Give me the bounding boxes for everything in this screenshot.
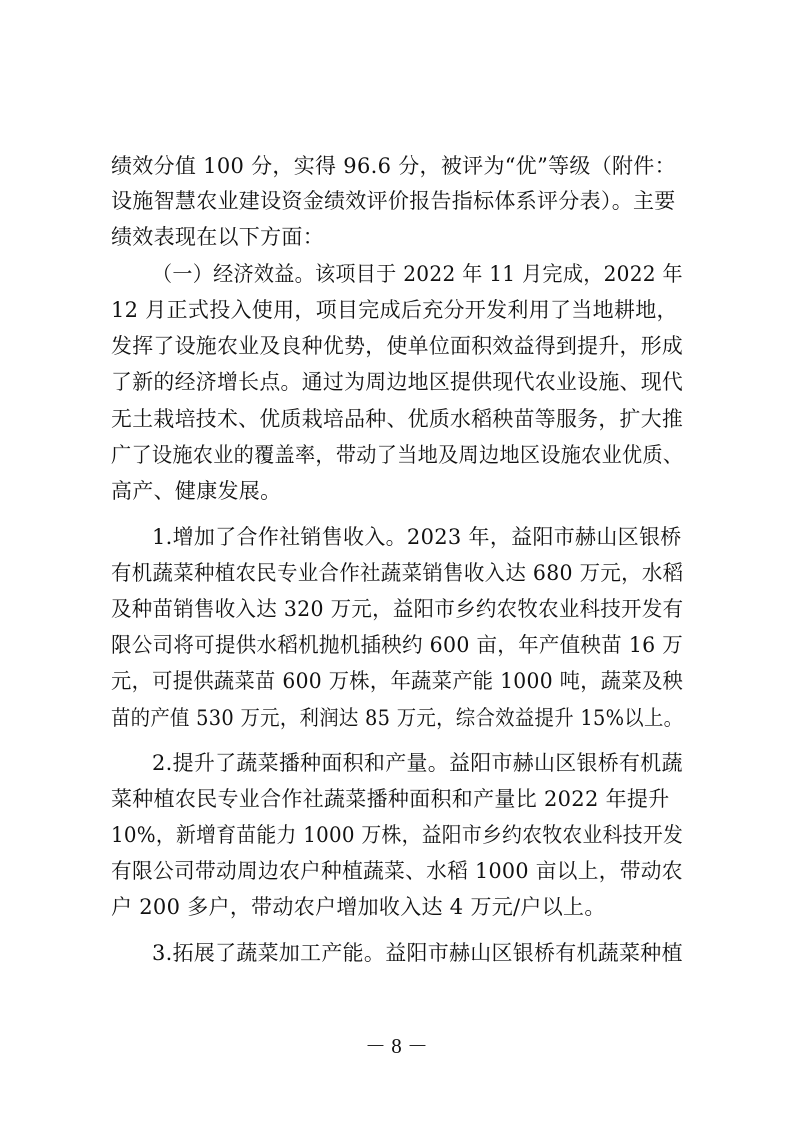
text-line: 了新的经济增长点。通过为周边地区提供现代农业设施、现代: [111, 370, 684, 394]
text-line: 设施智慧农业建设资金绩效评价报告指标体系评分表）。主要: [111, 189, 676, 213]
text-line: 有限公司带动周边农户种植蔬菜、水稻 1000 亩以上，带动农: [111, 859, 683, 883]
text-line: 无土栽培技术、优质栽培品种、优质水稻秧苗等服务，扩大推: [111, 407, 684, 431]
text-line: 高产、健康发展。: [111, 479, 282, 503]
item-heading-3: 3.拓展了蔬菜加工产能。益阳市赫山区银桥有机蔬菜种植: [152, 941, 683, 965]
text-line: 户 200 多户，带动农户增加收入达 4 万元/户以上。: [111, 895, 606, 919]
text-line: 菜种植农民专业合作社蔬菜播种面积和产量比 2022 年提升: [111, 787, 670, 811]
text-line: 绩效表现在以下方面：: [111, 225, 324, 249]
text-line: 有机蔬菜种植农民专业合作社蔬菜销售收入达 680 万元，水稻: [111, 561, 684, 585]
text-line: 元，可提供蔬菜苗 600 万株，年蔬菜产能 1000 吨，蔬菜及秧: [111, 669, 684, 693]
item-heading-2: 2.提升了蔬菜播种面积和产量。益阳市赫山区银桥有机蔬: [152, 751, 683, 775]
text-line: 苗的产值 530 万元，利润达 85 万元，综合效益提升 15%以上。: [111, 706, 684, 730]
item-heading-1: 1.增加了合作社销售收入。2023 年，益阳市赫山区银桥: [152, 525, 682, 549]
text-line: 发挥了设施农业及良种优势，使单位面积效益得到提升，形成: [111, 334, 684, 358]
text-line: 10%，新增育苗能力 1000 万株，益阳市乡约农牧农业科技开发: [111, 823, 684, 847]
text-line: 广了设施农业的覆盖率，带动了当地及周边地区设施农业优质、: [111, 443, 684, 467]
section-heading-economic-benefit: （一）经济效益。该项目于 2022 年 11 月完成，2022 年: [152, 262, 683, 286]
text-line: 绩效分值 100 分，实得 96.6 分，被评为“优”等级（附件：: [111, 154, 676, 178]
text-line: 12 月正式投入使用，项目完成后充分开发利用了当地耕地，: [111, 298, 678, 322]
text-line: 及种苗销售收入达 320 万元，益阳市乡约农牧农业科技开发有: [111, 597, 684, 621]
text-line: 限公司将可提供水稻机抛机插秧约 600 亩，年产值秧苗 16 万: [111, 633, 684, 657]
page-number: － 8 －: [365, 1034, 428, 1058]
